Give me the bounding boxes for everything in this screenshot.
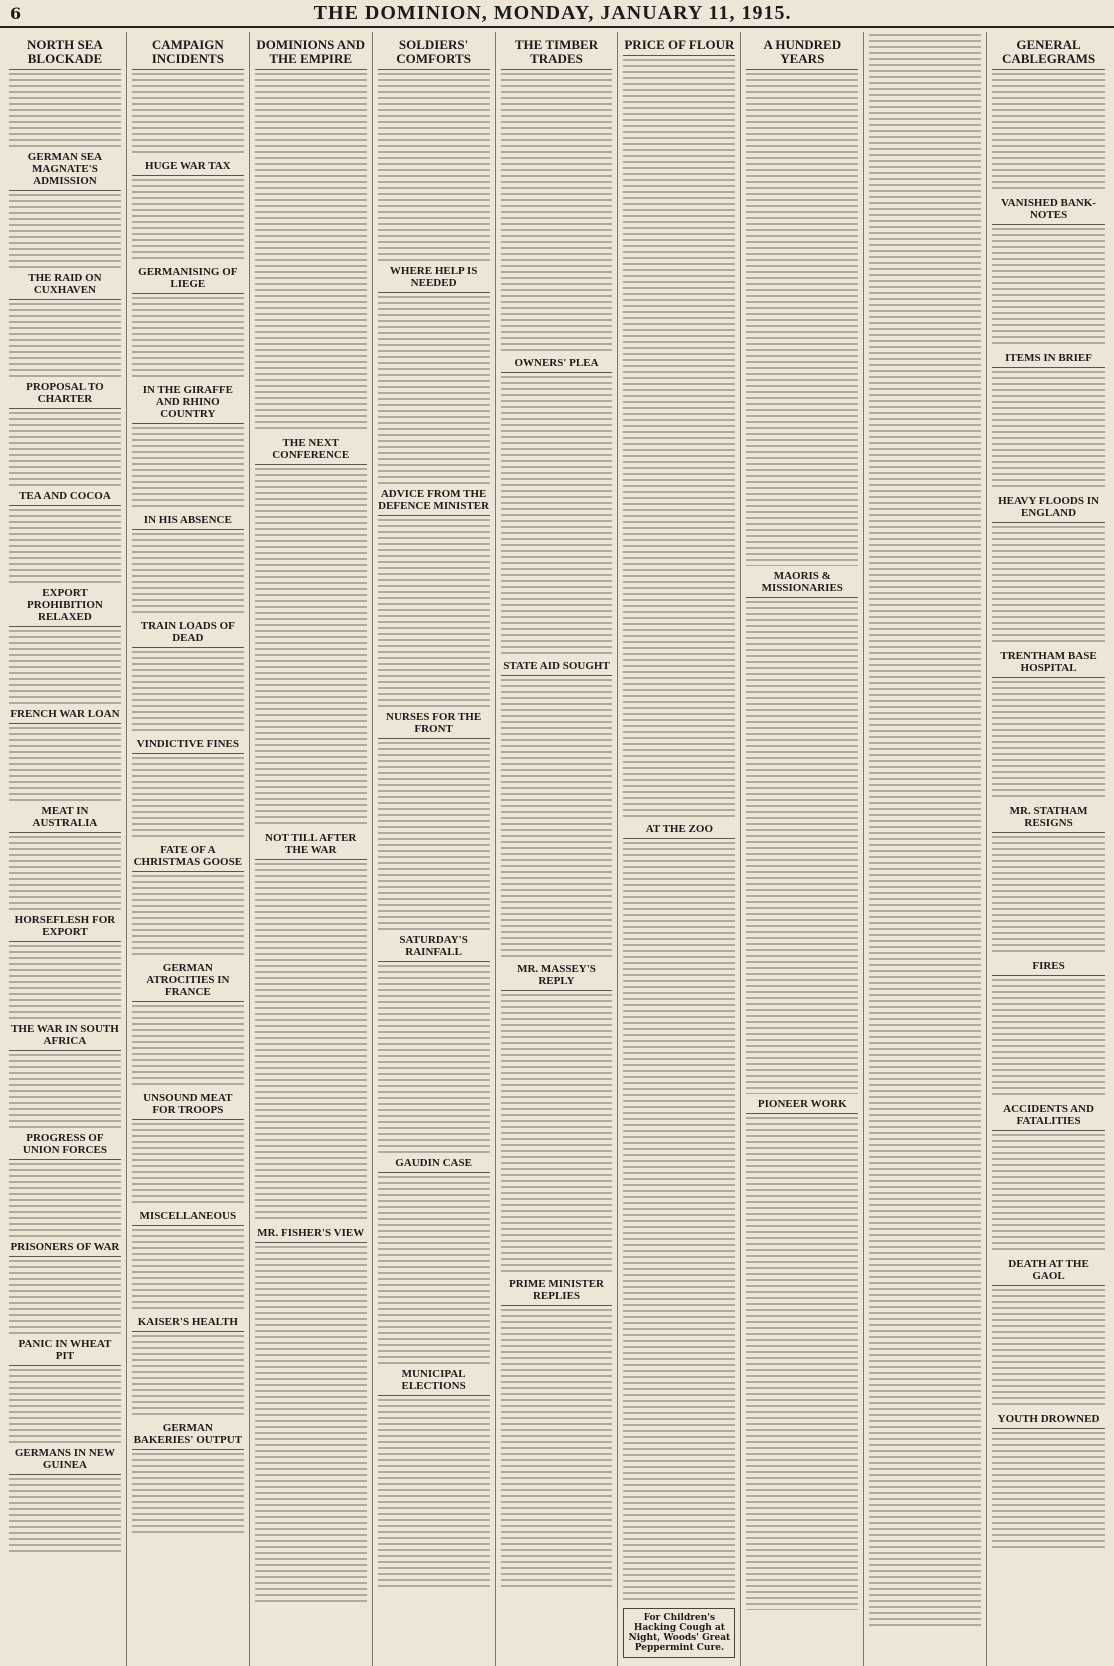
divider bbox=[378, 961, 490, 962]
headline: MR. MASSEY'S REPLY bbox=[517, 963, 596, 987]
column-3 bbox=[250, 32, 373, 1666]
headline: THE NEXT CONFERENCE bbox=[272, 437, 350, 461]
column-8 bbox=[864, 32, 987, 1666]
article-body bbox=[501, 679, 613, 959]
article bbox=[255, 38, 367, 433]
divider bbox=[623, 55, 735, 56]
article-body bbox=[992, 371, 1105, 491]
divider bbox=[623, 838, 735, 839]
article bbox=[255, 832, 367, 1223]
article-body bbox=[501, 376, 613, 656]
headline: SATURDAY'S RAINFALL bbox=[399, 934, 468, 958]
article-body bbox=[992, 1289, 1105, 1409]
article-body bbox=[992, 228, 1105, 348]
divider bbox=[9, 1159, 121, 1160]
article bbox=[9, 914, 121, 1019]
divider bbox=[501, 990, 613, 991]
article-body bbox=[746, 601, 858, 1094]
divider bbox=[9, 408, 121, 409]
article-body bbox=[132, 875, 244, 958]
article bbox=[9, 1447, 121, 1552]
headline: THE WAR IN SOUTH AFRICA bbox=[11, 1023, 119, 1047]
divider bbox=[9, 1050, 121, 1051]
article-body bbox=[992, 1432, 1105, 1552]
article-body bbox=[992, 1134, 1105, 1254]
article bbox=[132, 1316, 244, 1418]
article bbox=[9, 490, 121, 583]
divider bbox=[132, 69, 244, 70]
article-body bbox=[9, 194, 121, 268]
headline: DOMINIONS AND THE EMPIRE bbox=[256, 37, 366, 66]
headline: KAISER'S HEALTH bbox=[137, 1316, 238, 1328]
headline: NURSES FOR THE FRONT bbox=[386, 711, 482, 735]
article bbox=[132, 266, 244, 380]
article-body bbox=[501, 1309, 613, 1589]
article bbox=[9, 151, 121, 268]
headline: STATE AID SOUGHT bbox=[503, 660, 610, 672]
article-body bbox=[132, 757, 244, 840]
article-body bbox=[255, 863, 367, 1223]
article-body bbox=[992, 979, 1105, 1099]
article bbox=[132, 620, 244, 734]
headline: FIRES bbox=[1032, 960, 1065, 972]
divider bbox=[378, 738, 490, 739]
divider bbox=[9, 505, 121, 506]
article bbox=[9, 1132, 121, 1237]
headline: GERMANISING OF LIEGE bbox=[138, 266, 238, 290]
article-body bbox=[9, 1369, 121, 1443]
headline: GENERAL CABLEGRAMS bbox=[1001, 37, 1096, 66]
headline: HEAVY FLOODS IN ENGLAND bbox=[998, 495, 1099, 519]
article bbox=[623, 38, 735, 819]
newspaper-banner: THE DOMINION, MONDAY, JANUARY 11, 1915. bbox=[313, 1, 792, 24]
article-body bbox=[378, 965, 490, 1153]
headline: NOT TILL AFTER THE WAR bbox=[265, 832, 357, 856]
divider bbox=[378, 1172, 490, 1173]
divider bbox=[255, 464, 367, 465]
article bbox=[9, 708, 121, 801]
divider bbox=[132, 1225, 244, 1226]
divider bbox=[132, 1001, 244, 1002]
divider bbox=[992, 832, 1105, 833]
article bbox=[378, 265, 490, 484]
article bbox=[132, 1422, 244, 1536]
article-body bbox=[992, 681, 1105, 801]
article bbox=[992, 960, 1105, 1099]
divider bbox=[132, 1331, 244, 1332]
headline: MEAT IN AUSTRALIA bbox=[32, 805, 98, 829]
article bbox=[992, 1413, 1105, 1552]
headline: PANIC IN WHEAT PIT bbox=[18, 1338, 112, 1362]
page-number: 6 bbox=[10, 3, 22, 23]
article-body bbox=[746, 73, 858, 566]
article-body bbox=[132, 1453, 244, 1536]
article-body bbox=[992, 526, 1105, 646]
article bbox=[501, 38, 613, 353]
divider bbox=[501, 372, 613, 373]
article bbox=[992, 1103, 1105, 1254]
divider bbox=[9, 190, 121, 191]
headline: GERMAN ATROCITIES IN FRANCE bbox=[146, 962, 230, 998]
article bbox=[378, 38, 490, 261]
article-body bbox=[132, 1335, 244, 1418]
article-body bbox=[255, 73, 367, 433]
headline: THE RAID ON CUXHAVEN bbox=[28, 272, 102, 296]
headline: EXPORT PROHIBITION RELAXED bbox=[27, 587, 103, 623]
headline: MR. STATHAM RESIGNS bbox=[1009, 805, 1088, 829]
divider bbox=[746, 597, 858, 598]
divider bbox=[9, 723, 121, 724]
column-6 bbox=[618, 32, 741, 1666]
headline: ITEMS IN BRIEF bbox=[1005, 352, 1092, 364]
divider bbox=[255, 1242, 367, 1243]
divider bbox=[132, 293, 244, 294]
headline: PIONEER WORK bbox=[757, 1098, 847, 1110]
article bbox=[992, 650, 1105, 801]
divider bbox=[501, 675, 613, 676]
headline: FATE OF A CHRISTMAS GOOSE bbox=[133, 844, 243, 868]
article bbox=[9, 805, 121, 910]
headline: AT THE ZOO bbox=[645, 823, 713, 835]
article bbox=[9, 381, 121, 486]
headline: TRAIN LOADS OF DEAD bbox=[140, 620, 235, 644]
article bbox=[9, 1338, 121, 1443]
divider bbox=[378, 515, 490, 516]
divider bbox=[132, 753, 244, 754]
article bbox=[501, 357, 613, 656]
divider bbox=[132, 175, 244, 176]
headline: VINDICTIVE FINES bbox=[136, 738, 240, 750]
article-body bbox=[132, 179, 244, 262]
article bbox=[255, 1227, 367, 1606]
article bbox=[9, 1023, 121, 1128]
article-body bbox=[255, 1246, 367, 1606]
divider bbox=[132, 1119, 244, 1120]
headline: PRIME MINISTER REPLIES bbox=[508, 1278, 605, 1302]
article-body bbox=[378, 1176, 490, 1364]
article bbox=[746, 1098, 858, 1610]
divider bbox=[9, 941, 121, 942]
headline: MISCELLANEOUS bbox=[139, 1210, 237, 1222]
article bbox=[746, 570, 858, 1094]
article bbox=[992, 805, 1105, 956]
article bbox=[132, 844, 244, 958]
article-body bbox=[746, 1117, 858, 1610]
article-body bbox=[869, 34, 981, 1626]
headline: GERMANS IN NEW GUINEA bbox=[14, 1447, 116, 1471]
article-body bbox=[9, 1054, 121, 1128]
masthead bbox=[0, 0, 1114, 28]
article-body bbox=[992, 73, 1105, 193]
article bbox=[501, 1278, 613, 1589]
headline: OWNERS' PLEA bbox=[514, 357, 599, 369]
headline: THE TIMBER TRADES bbox=[514, 37, 599, 66]
headline: PROGRESS OF UNION FORCES bbox=[22, 1132, 107, 1156]
divider bbox=[746, 1113, 858, 1114]
article bbox=[378, 1368, 490, 1587]
headline: HUGE WAR TAX bbox=[145, 160, 231, 172]
article-body bbox=[255, 468, 367, 828]
divider bbox=[378, 1395, 490, 1396]
headline: UNSOUND MEAT FOR TROOPS bbox=[143, 1092, 233, 1116]
divider bbox=[992, 367, 1105, 368]
divider bbox=[9, 69, 121, 70]
article-body bbox=[132, 651, 244, 734]
article bbox=[132, 514, 244, 616]
divider bbox=[255, 859, 367, 860]
divider bbox=[378, 69, 490, 70]
headline: WHERE HELP IS NEEDED bbox=[389, 265, 478, 289]
divider bbox=[992, 224, 1105, 225]
article-body bbox=[9, 303, 121, 377]
article-body bbox=[501, 994, 613, 1274]
headline: YOUTH DROWNED bbox=[997, 1413, 1100, 1425]
article bbox=[9, 38, 121, 147]
divider bbox=[132, 423, 244, 424]
article-body bbox=[378, 1399, 490, 1587]
headline: PROPOSAL TO CHARTER bbox=[26, 381, 104, 405]
headline: DEATH AT THE GAOL bbox=[1008, 1258, 1089, 1282]
column-7 bbox=[741, 32, 864, 1666]
article-body bbox=[9, 1478, 121, 1552]
column-4 bbox=[373, 32, 496, 1666]
article-body bbox=[9, 412, 121, 486]
article bbox=[992, 1258, 1105, 1409]
article bbox=[9, 272, 121, 377]
divider bbox=[132, 647, 244, 648]
headline: IN HIS ABSENCE bbox=[143, 514, 232, 526]
headline: SOLDIERS' COMFORTS bbox=[396, 37, 471, 66]
divider bbox=[9, 299, 121, 300]
article bbox=[132, 160, 244, 262]
article-body bbox=[501, 73, 613, 353]
article-body bbox=[623, 59, 735, 819]
article bbox=[992, 495, 1105, 646]
divider bbox=[501, 1305, 613, 1306]
headline: MUNICIPAL ELECTIONS bbox=[401, 1368, 466, 1392]
article bbox=[992, 352, 1105, 491]
divider bbox=[746, 69, 858, 70]
headline: GERMAN SEA MAGNATE'S ADMISSION bbox=[27, 151, 103, 187]
article-body bbox=[9, 73, 121, 147]
article-body bbox=[9, 509, 121, 583]
article-body bbox=[9, 945, 121, 1019]
divider bbox=[9, 1256, 121, 1257]
headline: TRENTHAM BASE HOSPITAL bbox=[1000, 650, 1097, 674]
divider bbox=[501, 69, 613, 70]
article bbox=[132, 1092, 244, 1206]
article bbox=[132, 384, 244, 510]
headline: A HUNDRED YEARS bbox=[763, 37, 842, 66]
article-body bbox=[132, 73, 244, 156]
article bbox=[132, 1210, 244, 1312]
column-2 bbox=[127, 32, 250, 1666]
article-body bbox=[992, 836, 1105, 956]
divider bbox=[992, 677, 1105, 678]
divider bbox=[992, 522, 1105, 523]
headline: PRICE OF FLOUR bbox=[624, 37, 735, 52]
headline: ACCIDENTS AND FATALITIES bbox=[1003, 1103, 1094, 1127]
headline: GAUDIN CASE bbox=[395, 1157, 472, 1169]
article bbox=[992, 38, 1105, 193]
article-body bbox=[378, 742, 490, 930]
article bbox=[9, 587, 121, 704]
article-body bbox=[132, 297, 244, 380]
column-5 bbox=[496, 32, 619, 1666]
divider bbox=[9, 626, 121, 627]
article-body bbox=[623, 842, 735, 1602]
divider bbox=[132, 1449, 244, 1450]
article bbox=[378, 488, 490, 707]
article bbox=[746, 38, 858, 566]
headline: CAMPAIGN INCIDENTS bbox=[151, 37, 224, 66]
divider bbox=[9, 832, 121, 833]
headline: TEA AND COCOA bbox=[19, 490, 111, 502]
article bbox=[9, 1241, 121, 1334]
article-body bbox=[9, 1260, 121, 1334]
divider bbox=[992, 1285, 1105, 1286]
article-body bbox=[132, 533, 244, 616]
article bbox=[132, 738, 244, 840]
article-body bbox=[378, 296, 490, 484]
column-9 bbox=[987, 32, 1110, 1666]
headline: GERMAN BAKERIES' OUTPUT bbox=[133, 1422, 243, 1446]
divider bbox=[992, 975, 1105, 976]
divider bbox=[132, 871, 244, 872]
headline: MAORIS & MISSIONARIES bbox=[761, 570, 843, 594]
article bbox=[255, 437, 367, 828]
headline: HORSEFLESH FOR EXPORT bbox=[14, 914, 116, 938]
divider bbox=[992, 1428, 1105, 1429]
article bbox=[378, 1157, 490, 1364]
headline: FRENCH WAR LOAN bbox=[10, 708, 120, 720]
headline: IN THE GIRAFFE AND RHINO COUNTRY bbox=[142, 384, 233, 420]
article-body bbox=[132, 1229, 244, 1312]
article bbox=[992, 197, 1105, 348]
headline: ADVICE FROM THE DEFENCE MINISTER bbox=[378, 488, 490, 512]
column-1 bbox=[4, 32, 127, 1666]
divider bbox=[9, 1474, 121, 1475]
divider bbox=[9, 1365, 121, 1366]
article bbox=[132, 962, 244, 1088]
article bbox=[378, 934, 490, 1153]
article-body bbox=[378, 519, 490, 707]
article-body bbox=[132, 427, 244, 510]
article bbox=[623, 823, 735, 1602]
article-body bbox=[132, 1005, 244, 1088]
article bbox=[132, 38, 244, 156]
divider bbox=[378, 292, 490, 293]
advertisement: For Children's Hacking Cough at Night, Woods' Great Peppermint Cure. bbox=[623, 1608, 735, 1658]
headline: NORTH SEA BLOCKADE bbox=[27, 37, 103, 66]
article bbox=[501, 660, 613, 959]
article-body bbox=[9, 727, 121, 801]
divider bbox=[992, 1130, 1105, 1131]
article bbox=[378, 711, 490, 930]
headline: PRISONERS OF WAR bbox=[10, 1241, 120, 1253]
article-body bbox=[9, 630, 121, 704]
article-body bbox=[9, 836, 121, 910]
headline: VANISHED BANK-NOTES bbox=[1001, 197, 1096, 221]
divider bbox=[255, 69, 367, 70]
headline: MR. FISHER'S VIEW bbox=[257, 1227, 365, 1239]
article bbox=[501, 963, 613, 1274]
article-body bbox=[378, 73, 490, 261]
newspaper-columns bbox=[4, 32, 1110, 1653]
article-body bbox=[9, 1163, 121, 1237]
article-body bbox=[132, 1123, 244, 1206]
divider bbox=[992, 69, 1105, 70]
divider bbox=[132, 529, 244, 530]
